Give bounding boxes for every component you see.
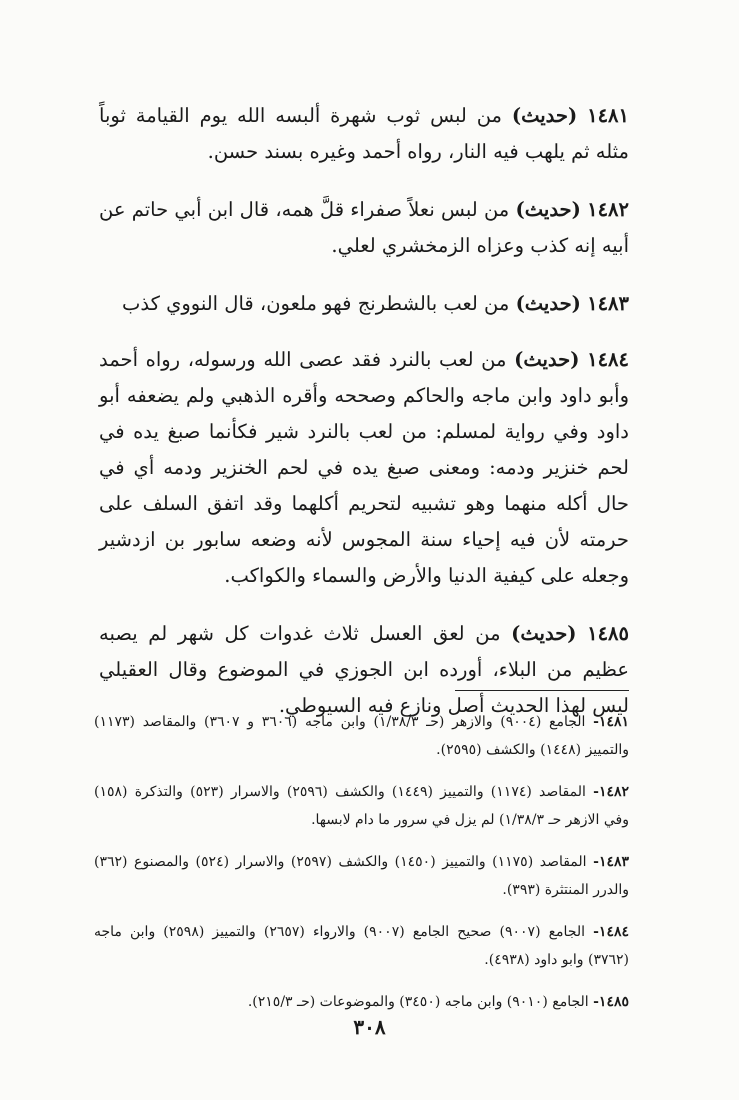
page-number: ٣٠٨ [353,1015,386,1039]
footnote-divider [455,690,629,691]
footnote-text: المقاصد (١١٧٤) والتمييز (١٤٤٩) والكشف (٢٥٩٦) والاسرار (٥٢٣) والتذكرة (١٥٨) وفي الازهر حـ ١/٣٨/٣) لم يزل في سرور ما دام لابسها. [94,784,629,828]
entry-tag: (حديث) [514,347,580,371]
footnote-1484 [94,918,629,974]
hadith-entry-1481 [99,98,629,170]
footnote-text: المقاصد (١١٧٥) والتمييز (١٤٥٠) والكشف (٢٥٩٧) والاسرار (٥٢٤) والمصنوع (٣٦٢) والدرر المنتثرة (٣٩٣). [94,854,629,898]
entry-tag: (حديث) [511,621,577,645]
hadith-entry-1483 [99,286,629,322]
entry-text: من لعق العسل ثلاث غدوات كل شهر لم يصبه عظيم من البلاء، أورده ابن الجوزي في الموضوع وقال العقيلي ليس لهذا الحديث أصل ونازع فيه السيوطي. [99,621,629,717]
entry-text: من لعب بالشطرنج فهو ملعون، قال النووي كذب [122,292,510,315]
footnote-number: ١٤٨١- [593,714,629,730]
footnote-1483 [94,848,629,904]
entry-tag: (حديث) [515,198,581,221]
footnote-1485 [94,988,629,1016]
footnote-1481 [94,708,629,764]
entry-text: من لبس ثوب شهرة ألبسه الله يوم القيامة ثوباً مثله ثم يلهب فيه النار، رواه أحمد وغيره بسند حسن. [99,104,629,163]
footnote-number: ١٤٨٤- [593,924,629,940]
footnote-text: الجامع (٩٠٠٤) والازهر (حـ ١/٣٨/٣) وابن ماجه (٣٦٠٦ و ٣٦٠٧) والمقاصد (١١٧٣) والتمييز (١٤٤٨) والكشف (٢٥٩٥). [94,714,629,758]
footnote-number: ١٤٨٥- [593,994,629,1010]
entry-number: ١٤٨٣ [587,292,629,315]
entry-text: من لبس نعلاً صفراء قلَّ همه، قال ابن أبي حاتم عن أبيه إنه كذب وعزاه الزمخشري لعلي. [99,198,629,257]
hadith-entry-1482 [99,192,629,264]
footnotes [94,708,629,1022]
footnote-number: ١٤٨٣- [593,854,630,870]
entry-number: ١٤٨٢ [587,198,630,221]
entry-text: من لعب بالنرد فقد عصى الله ورسوله، رواه أحمد وأبو داود وابن ماجه والحاكم وصححه وأقره الذهبي ولم يضعفه أبو داود وفي رواية لمسلم: من لعب بالنرد شير فكأنما صبغ يده في لحم خنزير ودمه: ومعنى صبغ يده في لحم الخنزير ودمه أي في حال أكله منهما وهو تشبيه لتحريم أكلهما وقد اتفق السلف على حرمته لأن فيه إحياء سنة المجوس لأنه وضعه سابور بن ازدشير وجعله على كيفية الدنيا والأرض والسماء والكواكب. [99,347,629,587]
entry-tag: (حديث) [511,104,578,127]
entry-number: ١٤٨٤ [587,347,630,371]
entry-number: ١٤٨٥ [587,621,630,645]
entry-tag: (حديث) [515,292,581,315]
footnote-number: ١٤٨٢- [593,784,630,800]
hadith-entries [99,98,629,746]
footnote-text: الجامع (٩٠١٠) وابن ماجه (٣٤٥٠) والموضوعات (حـ ٢١٥/٣). [247,994,589,1010]
hadith-entry-1484 [99,342,629,594]
footnote-text: الجامع (٩٠٠٧) صحيح الجامع (٩٠٠٧) والارواء (٢٦٥٧) والتمييز (٢٥٩٨) وابن ماجه (٣٧٦٢) وابو داود (٤٩٣٨). [94,924,629,968]
entry-number: ١٤٨١ [587,104,629,127]
footnote-1482 [94,778,629,834]
